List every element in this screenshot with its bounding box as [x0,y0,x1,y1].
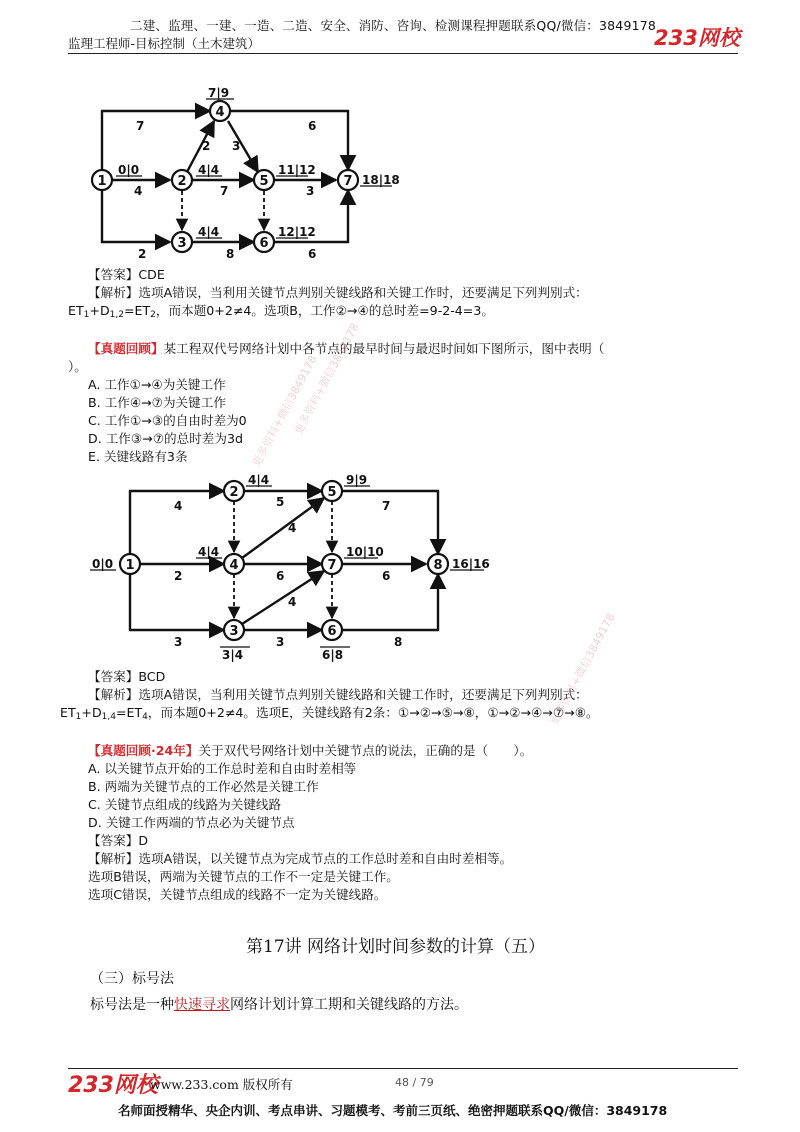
label-1-3: 2 [138,247,147,261]
label-1-4: 2 [174,569,183,583]
svg-text:8: 8 [433,558,443,573]
svg-text:2: 2 [229,485,239,500]
time-4: 7|9 [208,86,230,100]
label-1-2: 4 [174,499,183,513]
network-diagram-1 [80,80,410,265]
label-4-7: 6 [308,119,317,133]
svg-text:7: 7 [327,558,337,573]
label-4-5: 3 [232,139,241,153]
time-3: 4|4 [198,225,220,239]
label-1-4: 7 [136,119,145,133]
header-contact-line: 二建、监理、一建、一造、二造、安全、消防、咨询、检测课程押题联系QQ/微信：3849178 [130,18,657,33]
q3-option-c: C. 关键节点组成的线路为关键线路 [88,797,282,812]
svg-text:1: 1 [97,174,107,189]
label-1-3: 3 [174,635,183,649]
q2-analysis-line2: $ET_1+D_{1,4}=ET_4$，而本题0+2≠4。选项E，关键线路有2条：①→②→⑤→⑧，①→②→④→⑦→⑧。 [60,705,599,722]
svg-text:6: 6 [259,236,269,251]
time-1: 0|0 [118,163,140,177]
node-2 [224,481,244,501]
watermark-1: 更多资料+微信3849178 [249,353,320,470]
svg-text:5: 5 [327,485,337,500]
label-4-7: 6 [276,569,285,583]
time-6: 6|8 [322,648,344,662]
time-4: 4|4 [198,545,220,559]
time-2: 4|4 [248,473,270,487]
q2-analysis-line1: 【解析】选项A错误，当利用关键节点判别关键线路和关键工作时，还要满足下列判别式： [88,687,588,702]
section-body: 标号法是一种快速寻求网络计划计算工期和关键线路的方法。 [90,997,468,1013]
node-6 [254,232,274,252]
header-divider [68,53,738,54]
q1-analysis-line1: 【解析】选项A错误，当利用关键节点判别关键线路和关键工作时，还要满足下列判别式： [88,285,588,300]
q3-option-d: D. 关键工作两端的节点必为关键节点 [88,815,295,830]
node-3 [224,620,244,640]
footer-logo: 233网校 [68,1073,158,1098]
time-5: 9|9 [346,473,368,487]
label-6-8: 8 [394,635,403,649]
section-subheading: （三）标号法 [90,971,174,987]
node-6 [322,620,342,640]
svg-text:3: 3 [229,624,239,639]
header-subtitle: 监理工程师-目标控制（土木建筑） [68,36,261,51]
time-3: 3|4 [222,648,244,662]
time-7: 18|18 [362,173,400,187]
svg-text:4: 4 [215,105,225,120]
q2-option-a: A. 工作①→④为关键工作 [88,377,226,392]
q1-analysis-line2: $ET_1+D_{1,2}=ET_2$，而本题0+2≠4。选项B，工作②→④的总时差=9-2-4=3。 [68,303,494,320]
time-7: 10|10 [346,545,384,559]
svg-text:1: 1 [125,558,135,573]
node-8 [428,554,448,574]
footer-divider [68,1068,738,1069]
label-2-5: 5 [276,495,285,509]
node-1 [92,170,112,190]
q3-option-a: A. 以关键节点开始的工作总时差和自由时差相等 [88,761,357,776]
node-2 [172,170,192,190]
footer-contact-line: 名师面授精华、央企内训、考点串讲、习题模考、考前三页纸、绝密押题联系QQ/微信：3849178 [118,1103,668,1118]
label-3-6: 3 [276,635,285,649]
label-5-8: 7 [382,499,391,513]
node-5 [254,170,274,190]
q3-option-b: B. 两端为关键节点的工作必然是关键工作 [88,779,319,794]
node-3 [172,232,192,252]
label-7-8: 6 [382,569,391,583]
q2-option-d: D. 工作③→⑦的总时差为3d [88,431,243,446]
node-4 [224,554,244,574]
time-1: 0|0 [92,557,114,571]
watermark-2: 更多资料+微信3849178 [291,321,362,438]
q2-answer: 【答案】BCD [88,669,166,684]
q2-stem: 【真题回顾】某工程双代号网络计划中各节点的最早时间与最迟时间如下图所示，图中表明（ [88,341,605,356]
q2-stem-end: ）。 [68,359,87,374]
q3-stem: 【真题回顾·24年】关于双代号网络计划中关键节点的说法，正确的是（ ）。 [88,743,533,758]
time-8: 16|16 [452,557,490,571]
label-3-6: 8 [226,247,235,261]
time-6: 12|12 [278,225,316,239]
time-2: 4|4 [198,163,220,177]
node-1 [120,554,140,574]
svg-text:2: 2 [177,174,187,189]
label-3-7: 4 [288,595,297,609]
label-2-4: 2 [202,139,211,153]
q3-answer: 【答案】D [88,833,149,848]
network-diagram-2 [90,470,500,665]
svg-text:6: 6 [327,624,337,639]
q2-option-e: E. 关键线路有3条 [88,449,188,464]
q3-analysis-line3: 选项C错误，关键节点组成的线路不一定为关键线路。 [88,887,387,902]
q1-answer: 【答案】CDE [88,267,165,282]
q3-analysis-line2: 选项B错误，两端为关键节点的工作不一定是关键工作。 [88,869,399,884]
label-1-2: 4 [134,184,143,198]
label-2-5: 7 [220,184,229,198]
edge-4-7 [230,111,348,170]
time-5: 11|12 [278,163,316,177]
footer-copyright: www.233.com 版权所有 [150,1077,293,1092]
node-5 [322,481,342,501]
svg-text:3: 3 [177,236,187,251]
label-5-7: 3 [306,184,315,198]
node-4 [210,101,230,121]
q3-analysis-line1: 【解析】选项A错误，以关键节点为完成节点的工作总时差和自由时差相等。 [88,851,513,866]
q2-option-b: B. 工作④→⑦为关键工作 [88,395,226,410]
q2-option-c: C. 工作①→③的自由时差为0 [88,413,247,428]
section-title: 第17讲 网络计划时间参数的计算（五） [246,937,546,957]
label-4-5: 4 [288,521,297,535]
watermark-3: 更多资料+微信3849178 [547,611,618,728]
label-6-7: 6 [308,247,317,261]
link-fast-search[interactable]: 快速寻求 [174,997,230,1013]
svg-text:4: 4 [229,558,239,573]
node-7 [338,170,358,190]
brand-logo: 233网校 [654,26,740,50]
page-number: 48 / 79 [395,1076,434,1089]
svg-text:5: 5 [259,174,269,189]
node-7 [322,554,342,574]
svg-text:7: 7 [343,174,353,189]
